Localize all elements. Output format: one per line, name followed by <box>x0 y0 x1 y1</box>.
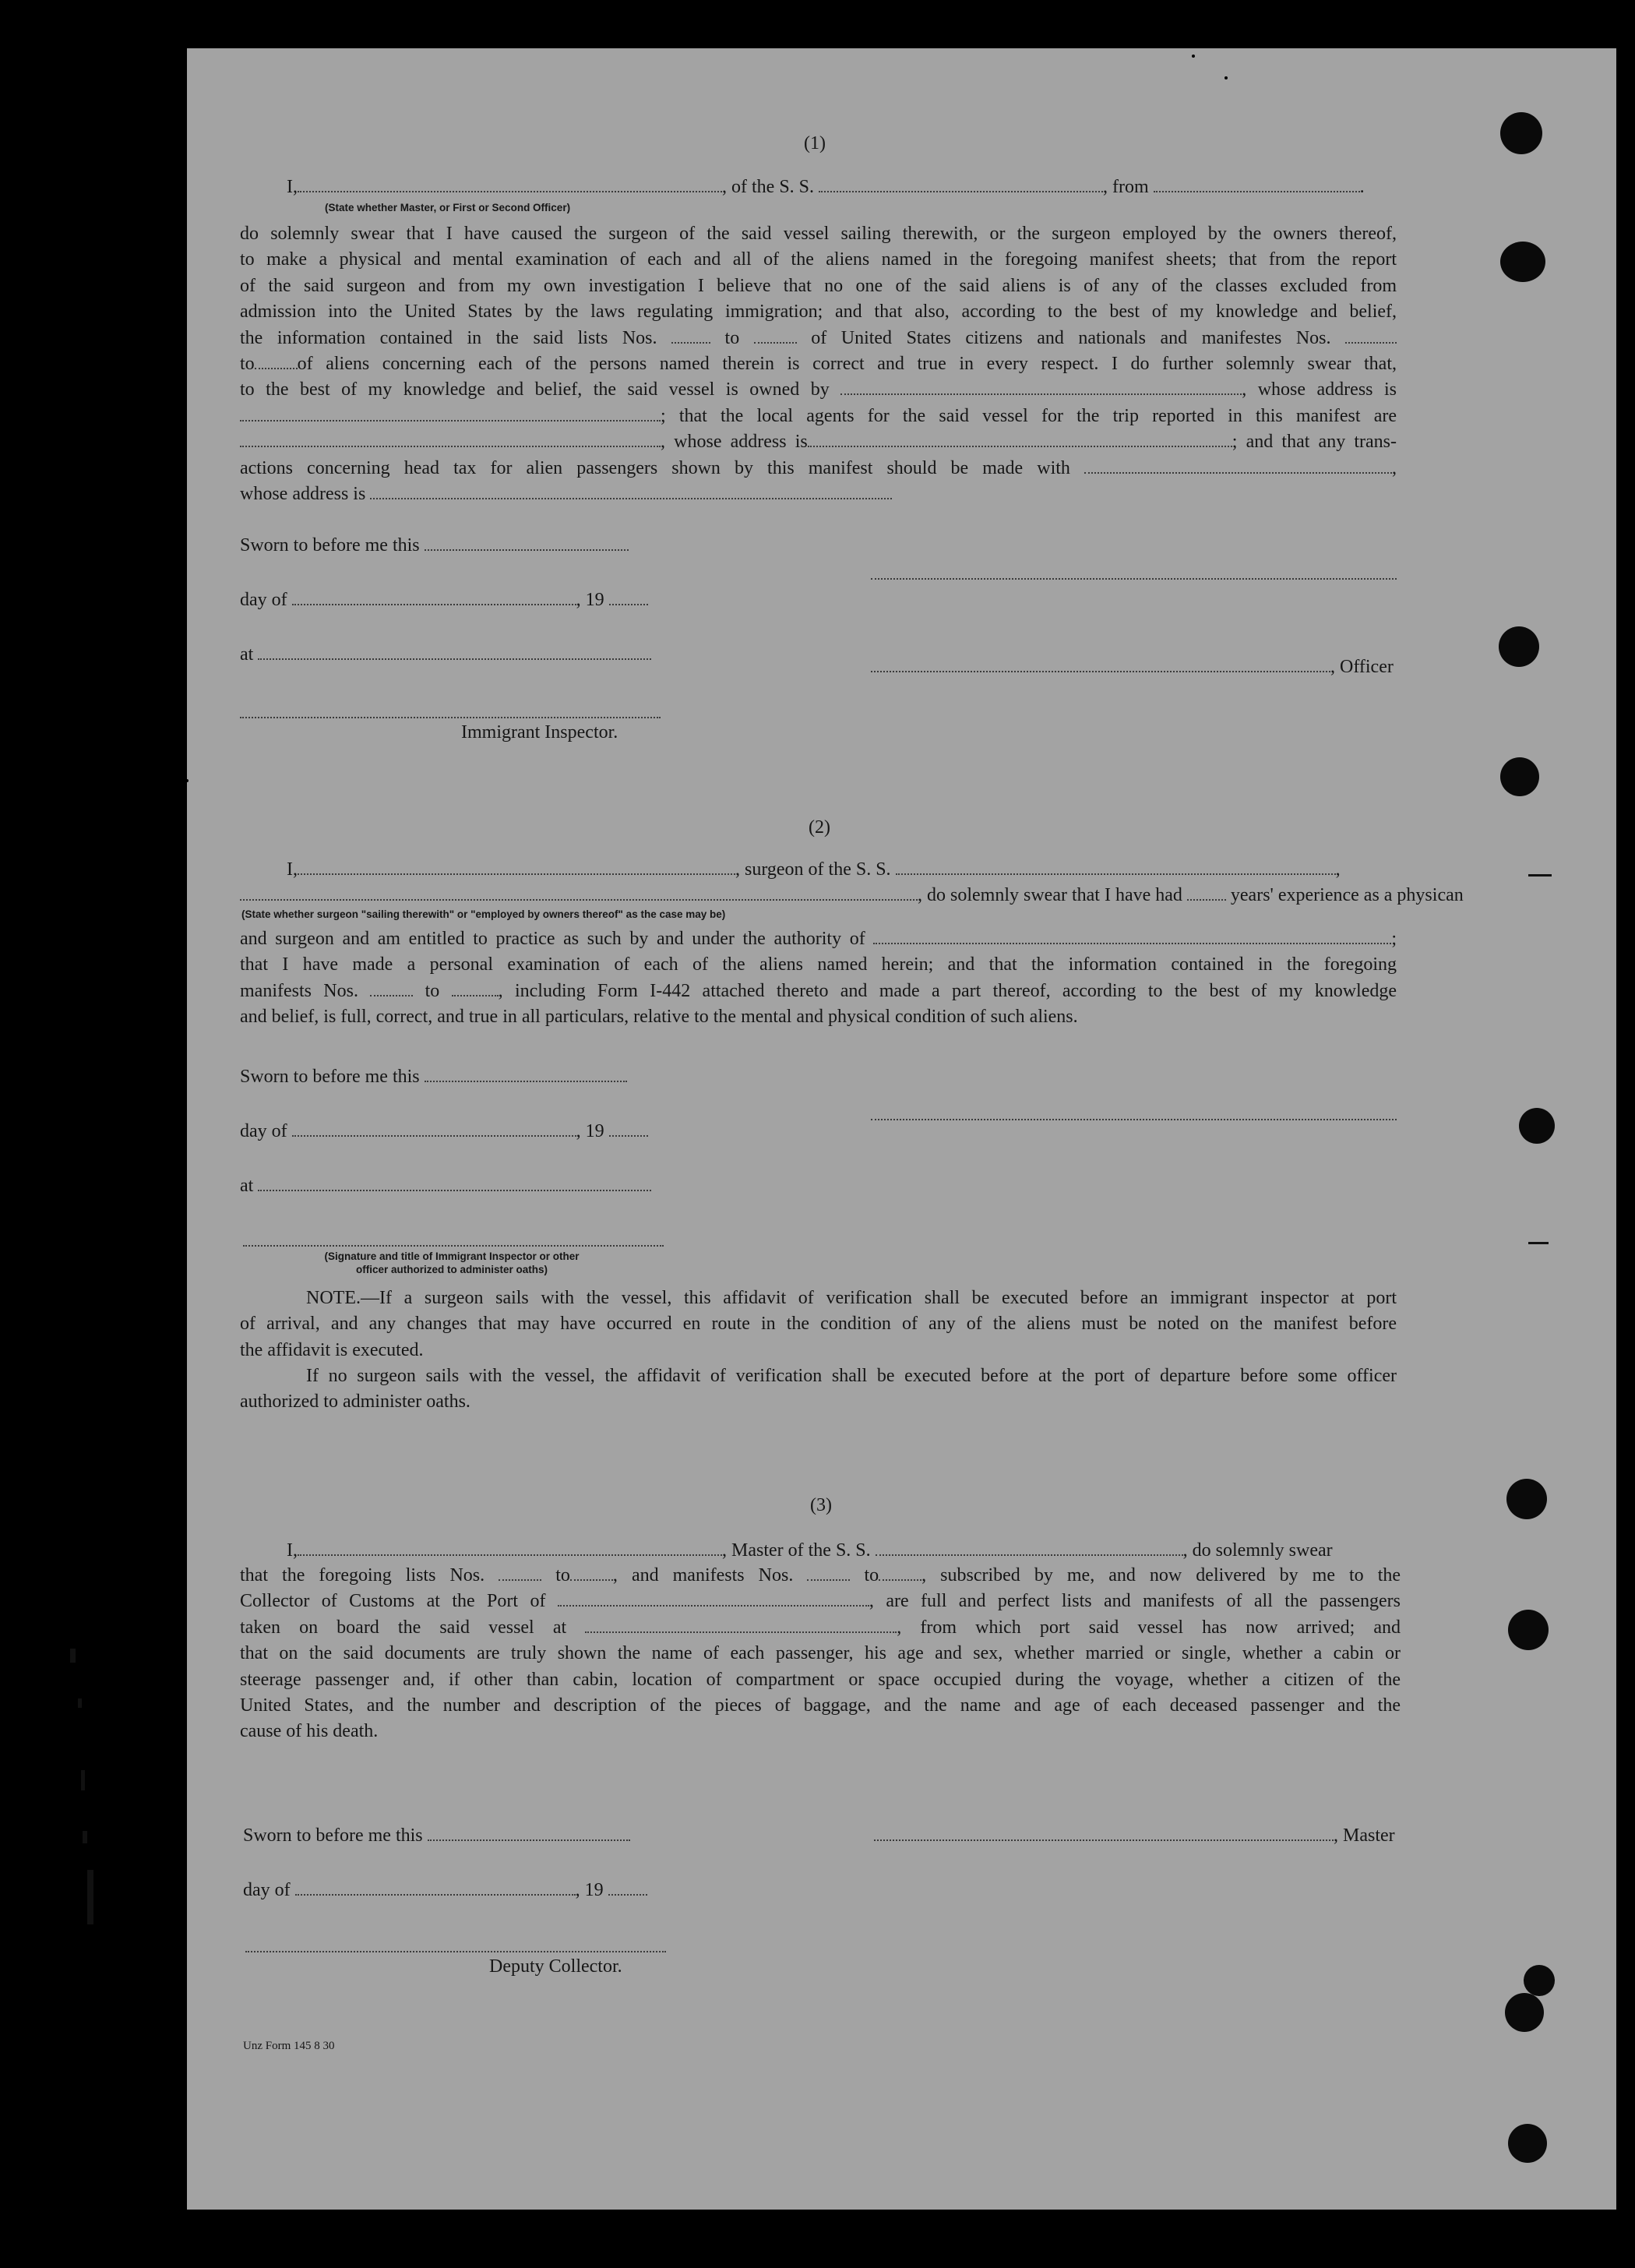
section-3-day-of: day of , 19 <box>243 1879 647 1902</box>
form-id: Unz Form 145 8 30 <box>243 2040 335 2052</box>
section-2-number: (2) <box>809 817 830 838</box>
section-1-caption: (State whether Master, or First or Second Officer) <box>325 202 571 213</box>
scan-speck <box>1192 55 1195 58</box>
section-2-caption: (State whether surgeon "sailing therewith" or "employed by owners thereof" as the case may be) <box>241 908 726 920</box>
scan-speck <box>78 1698 82 1708</box>
punch-hole <box>1508 1610 1549 1650</box>
section-3-number: (3) <box>810 1495 832 1515</box>
section-2-paragraph: and surgeon and am entitled to practice as such by and under the authority of ; that I have made a personal examination of each of the aliens named herein; and that the information contained in the foregoing manifests Nos. to , including Form I-442 attached thereto and made a part thereof, according to the best of my knowledge and belief, is full, correct, and true in all particulars, relative to the mental and physical condition of such aliens. <box>240 929 1397 1028</box>
margin-tick <box>1528 874 1552 877</box>
punch-hole <box>1505 1993 1544 2032</box>
section-1-inspector-signature-line <box>240 717 661 718</box>
section-1-paragraph: do solemnly swear that I have caused the surgeon of the said vessel sailing therewith, or the surgeon employed by the owners thereof, to make a physical and mental examination of each and all of the aliens named in the foregoing manifest sheets; that from the report of the said surgeon and from my own investigation I believe that no one of the said aliens is of any of the classes excluded from admission into the United States by the laws regulating immigration; and that also, according to the best of my knowledge and belief, the information contained in the said lists Nos. to of United States citizens and nationals and manifestes Nos. to of aliens concerning each of the persons named therein is correct and true in every respect. I do further solemnly swear that, to the best of my knowledge and belief, the said vessel is owned by , whose address is ; that the local agents for the said vessel for the trip reported in this manifest are , whose address is ; and that any trans- actions concerning head tax for alien passengers shown by this manifest should be made with , whose address is <box>240 224 1397 504</box>
punch-hole <box>1519 1108 1555 1144</box>
section-2-inspector-signature-line <box>243 1245 664 1247</box>
section-3-sworn: Sworn to before me this <box>243 1825 630 1847</box>
section-2-day-of: day of , 19 <box>240 1120 648 1143</box>
punch-hole <box>1506 1479 1547 1519</box>
scan-speck <box>83 1831 87 1843</box>
section-2-sworn: Sworn to before me this <box>240 1066 627 1088</box>
section-3-paragraph: that the foregoing lists Nos. to , and manifests Nos. to , subscribed by me, and now delivered by me to the Collector of Customs at the Port of , are full and perfect lists and manifests of all the passengers taken on board the said vessel at , from which port said vessel has now arrived; and that on the said documents are truly shown the name of each passenger, his age and sex, whether married or single, whether a cabin or steerage passenger and, if other than cabin, location of compartment or space occupied during the voyage, whether a citizen of the United States, and the number and description of the pieces of baggage, and the name and age of each deceased passenger and the cause of his death. <box>240 1565 1401 1742</box>
section-1-at: at <box>240 644 651 666</box>
punch-hole <box>1500 242 1545 282</box>
document-page <box>187 48 1616 2210</box>
punch-hole <box>1524 1965 1555 1996</box>
section-3-master-line: , Master <box>874 1825 1395 1847</box>
margin-tick <box>1528 1242 1549 1244</box>
punch-hole <box>1499 626 1539 667</box>
scan-speck <box>185 779 189 782</box>
section-2-surgeon-signature-line <box>871 1119 1397 1120</box>
section-2-at: at <box>240 1175 651 1197</box>
section-1-inspector-label: Immigrant Inspector. <box>461 722 618 742</box>
section-1-officer-line: , Officer <box>871 656 1394 679</box>
section-3-collector-signature-line <box>245 1951 666 1952</box>
section-1-day-of: day of , 19 <box>240 589 648 612</box>
section-1-officer-line-1 <box>871 578 1397 580</box>
section-2-experience-line: , do solemnly swear that I have had years' experience as a physican <box>240 884 1464 907</box>
scan-speck <box>1156 30 1162 32</box>
section-1-sworn: Sworn to before me this <box>240 534 629 557</box>
scan-speck <box>1224 76 1228 79</box>
scan-speck <box>87 1870 93 1924</box>
scan-speck <box>70 1649 76 1663</box>
scan-speck <box>42 1853 45 1856</box>
section-3-oath-line: I, , Master of the S. S. , do solemnly swear <box>287 1540 1333 1561</box>
punch-hole <box>1508 2124 1547 2163</box>
scan-speck <box>81 1770 85 1790</box>
section-3-collector-label: Deputy Collector. <box>489 1956 622 1977</box>
punch-hole <box>1500 112 1542 154</box>
note-paragraph-2: If no surgeon sails with the vessel, the affidavit of verification shall be executed before at the port of departure before some officer authorized to administer oaths. <box>240 1366 1397 1413</box>
note-paragraph: NOTE.—If a surgeon sails with the vessel, this affidavit of verification shall be executed before an immigrant inspector at port of arrival, and any changes that may have occurred en route in the condition of any of the aliens must be noted on the manifest before the affidavit is executed. <box>240 1288 1397 1360</box>
section-2-oath-line: I, , surgeon of the S. S. , <box>287 859 1341 880</box>
section-1-oath-line: I, , of the S. S. , from . <box>287 177 1365 197</box>
section-1-number: (1) <box>804 133 826 153</box>
punch-hole <box>1500 757 1539 796</box>
section-2-signature-caption: (Signature and title of Immigrant Inspector or other officer authorized to administer oaths) <box>324 1250 580 1275</box>
